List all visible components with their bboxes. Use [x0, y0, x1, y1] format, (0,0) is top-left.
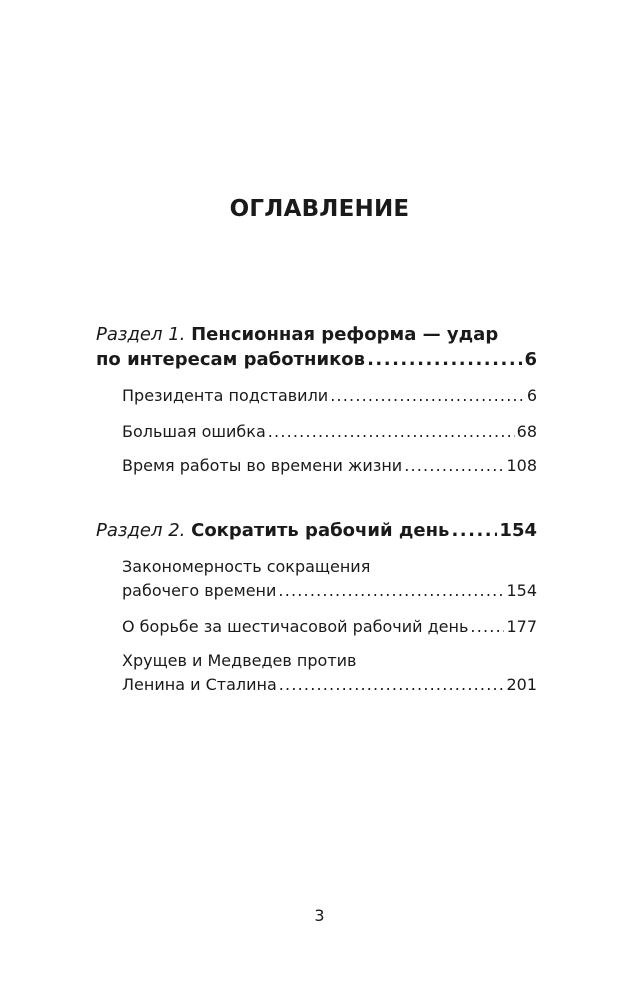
- dot-leader: [367, 349, 522, 371]
- toc-entry-1-1-title: Президента подставили: [122, 386, 329, 405]
- toc-entry-2-3-title-line1: Хрущев и Медведев против: [122, 651, 357, 670]
- toc-entry-1-3-page: 108: [506, 456, 537, 475]
- section-1-page: 6: [524, 349, 537, 370]
- toc-entry-1-2-page: 68: [516, 422, 537, 441]
- toc-entry-2-2[interactable]: [122, 616, 537, 637]
- dot-leader: [278, 580, 504, 601]
- toc-entry-2-1[interactable]: [122, 580, 537, 601]
- toc-entry-1-1-page: 6: [526, 386, 537, 405]
- dot-leader: [279, 674, 505, 695]
- section-2-page: 154: [499, 520, 537, 541]
- toc-entry-2-2-title: О борьбе за шестичасовой рабочий день: [122, 617, 469, 636]
- toc-entry-2-3-title-line2: Ленина и Сталина: [122, 675, 277, 694]
- section-1-heading-line2[interactable]: [96, 349, 537, 371]
- section-1-prefix: Раздел 1: [96, 324, 180, 345]
- section-1-heading[interactable]: Раздел 1. Пенсионная реформа — удар: [96, 324, 499, 345]
- toc-entry-2-3-line1[interactable]: [122, 650, 537, 671]
- section-1-title-line1: Пенсионная реформа — удар: [191, 324, 499, 345]
- toc-entry-1-3-title: Время работы во времени жизни: [122, 456, 403, 475]
- toc-entry-2-1-page: 154: [506, 581, 537, 600]
- page-number: 3: [314, 906, 325, 925]
- toc-entry-1-2-title: Большая ошибка: [122, 422, 266, 441]
- section-2-title-line1: Сократить рабочий день: [191, 520, 450, 541]
- toc-entry-1-1[interactable]: [122, 385, 537, 406]
- toc-entry-1-2[interactable]: [122, 421, 537, 442]
- dot-leader: [268, 421, 515, 442]
- dot-leader: [451, 520, 497, 542]
- toc-entry-2-3-page: 201: [506, 675, 537, 694]
- dot-leader: [404, 455, 504, 476]
- section-2-heading[interactable]: Раздел 2. Сократить рабочий день ..... 154: [96, 520, 537, 542]
- dot-leader: [470, 616, 504, 637]
- toc-entry-2-1-title-line1: Закономерность сокращения: [122, 557, 371, 576]
- page-title: ОГЛАВЛЕНИЕ: [229, 196, 410, 222]
- dot-leader: [330, 385, 525, 406]
- toc-entry-2-2-page: 177: [506, 617, 537, 636]
- toc-entry-2-1-line1[interactable]: [122, 556, 537, 577]
- toc-entry-1-3[interactable]: [122, 455, 537, 476]
- toc-entry-2-3[interactable]: [122, 674, 537, 695]
- section-1-title-line2: по интересам работников: [96, 349, 366, 370]
- section-2-prefix: Раздел 2: [96, 520, 180, 541]
- toc-entry-2-1-title-line2: рабочего времени: [122, 581, 277, 600]
